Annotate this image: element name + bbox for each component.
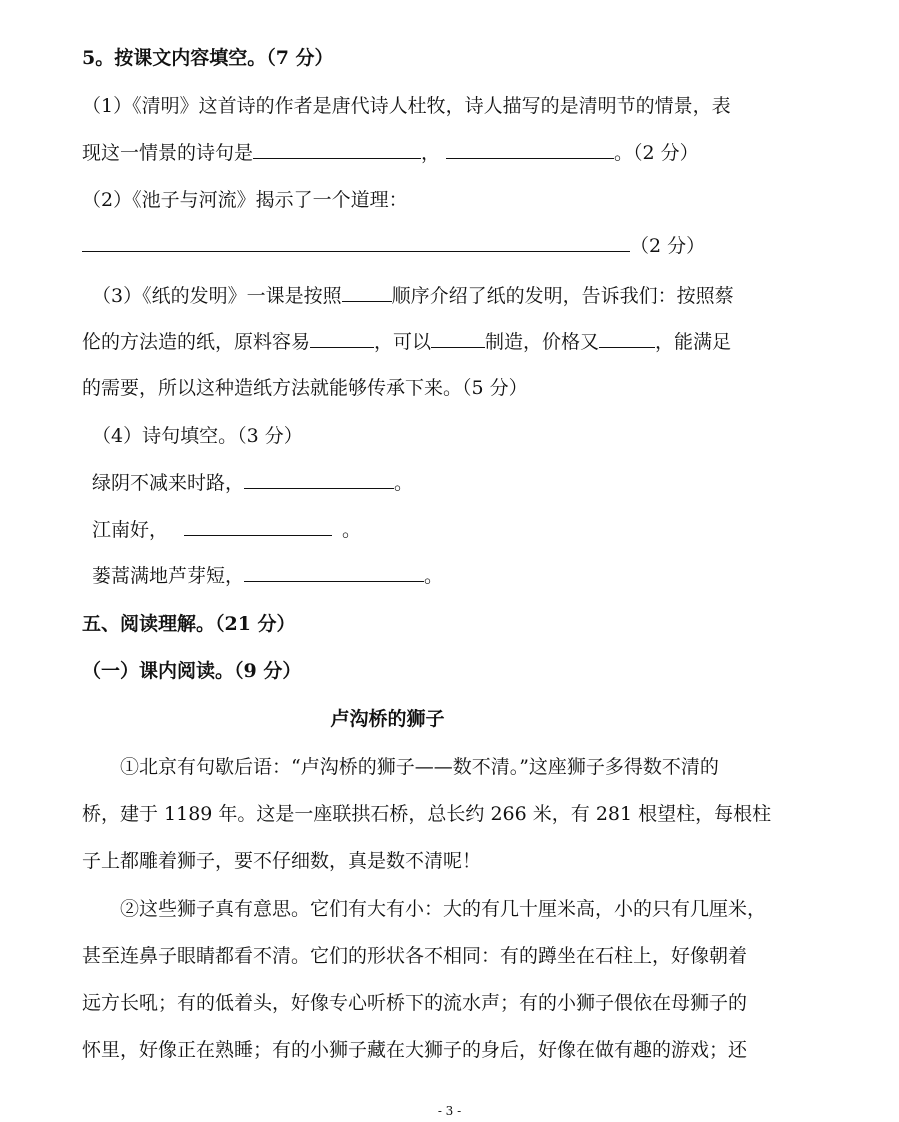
q5-p3-line1 — [92, 282, 832, 310]
section5-sub-heading: （一）课内阅读。（9 分） — [82, 660, 302, 682]
q5-p2-score: （2 分） — [630, 235, 706, 257]
poem-3-period: 。 — [424, 565, 444, 587]
q5-p3-text-d: ，可以 — [374, 331, 432, 353]
poem-2-period: 。 — [342, 519, 362, 541]
q5-p4-heading: （4）诗句填空。（3 分） — [92, 425, 303, 447]
q5-p1-text-a: 现这一情景的诗句是 — [82, 142, 254, 164]
page-number: - 3 - — [437, 1104, 462, 1118]
para2-line2: 甚至连鼻子眼睛都看不清。它们的形状各不相同：有的蹲坐在石柱上，好像朝着 — [82, 945, 748, 967]
q5-heading: 5。按课文内容填空。（7 分） — [82, 47, 334, 69]
section5-heading: 五、阅读理解。（21 分） — [82, 613, 296, 635]
para1-line3: 子上都雕着狮子，要不仔细数，真是数不清呢！ — [82, 850, 482, 872]
blank-3[interactable] — [82, 233, 630, 252]
blank-1[interactable] — [253, 140, 421, 159]
para2-line4: 怀里，好像正在熟睡；有的小狮子藏在大狮子的身后，好像在做有趣的游戏；还 — [82, 1039, 748, 1061]
blank-2[interactable] — [446, 140, 614, 159]
poem-3-text: 蒌蒿满地芦芽短， — [92, 565, 245, 587]
q5-p3-text-f: ，能满足 — [655, 331, 732, 353]
para1-line1: ①北京有句歇后语：“卢沟桥的狮子——数不清。”这座狮子多得数不清的 — [120, 756, 719, 778]
q5-p2-line1: （2）《池子与河流》揭示了一个道理： — [82, 189, 408, 211]
blank-5[interactable] — [310, 329, 374, 348]
q5-p1-line2 — [82, 139, 822, 167]
blank-6[interactable] — [431, 329, 485, 348]
q5-p3-line2 — [82, 328, 822, 356]
q5-p1-text-b: ， — [421, 142, 441, 164]
q5-p1-text-c: 。（2 分） — [614, 142, 699, 164]
blank-8[interactable] — [244, 470, 394, 489]
q5-p3-text-c: 伦的方法造的纸，原料容易 — [82, 331, 311, 353]
article-title: 卢沟桥的狮子 — [330, 708, 445, 730]
q5-p3-text-e: 制造，价格又 — [485, 331, 600, 353]
q5-p3-text-b: 顺序介绍了纸的发明，告诉我们：按照蔡 — [391, 285, 734, 307]
para2-line1: ②这些狮子真有意思。它们有大有小：大的有几十厘米高，小的只有几厘米， — [120, 898, 767, 920]
poem-line-3 — [92, 562, 832, 590]
blank-9[interactable] — [184, 517, 332, 536]
poem-2-text: 江南好， — [92, 519, 169, 541]
blank-10[interactable] — [244, 563, 424, 582]
para1-line2: 桥，建于 1189 年。这是一座联拱石桥，总长约 266 米，有 281 根望柱，每根柱 — [82, 803, 772, 825]
blank-4[interactable] — [342, 283, 392, 302]
poem-line-1 — [92, 469, 832, 497]
poem-1-period: 。 — [394, 472, 414, 494]
q5-p2-line2 — [82, 232, 822, 260]
q5-p3-text-a: （3）《纸的发明》一课是按照 — [92, 285, 342, 307]
blank-7[interactable] — [599, 329, 655, 348]
poem-1-text: 绿阴不减来时路， — [92, 472, 245, 494]
q5-p1-line1: （1）《清明》这首诗的作者是唐代诗人杜牧，诗人描写的是清明节的情景，表 — [82, 95, 731, 117]
para2-line3: 远方长吼；有的低着头，好像专心听桥下的流水声；有的小狮子偎依在母狮子的 — [82, 992, 748, 1014]
poem-line-2 — [92, 516, 832, 544]
q5-p3-line3: 的需要，所以这种造纸方法就能够传承下来。（5 分） — [82, 377, 528, 399]
